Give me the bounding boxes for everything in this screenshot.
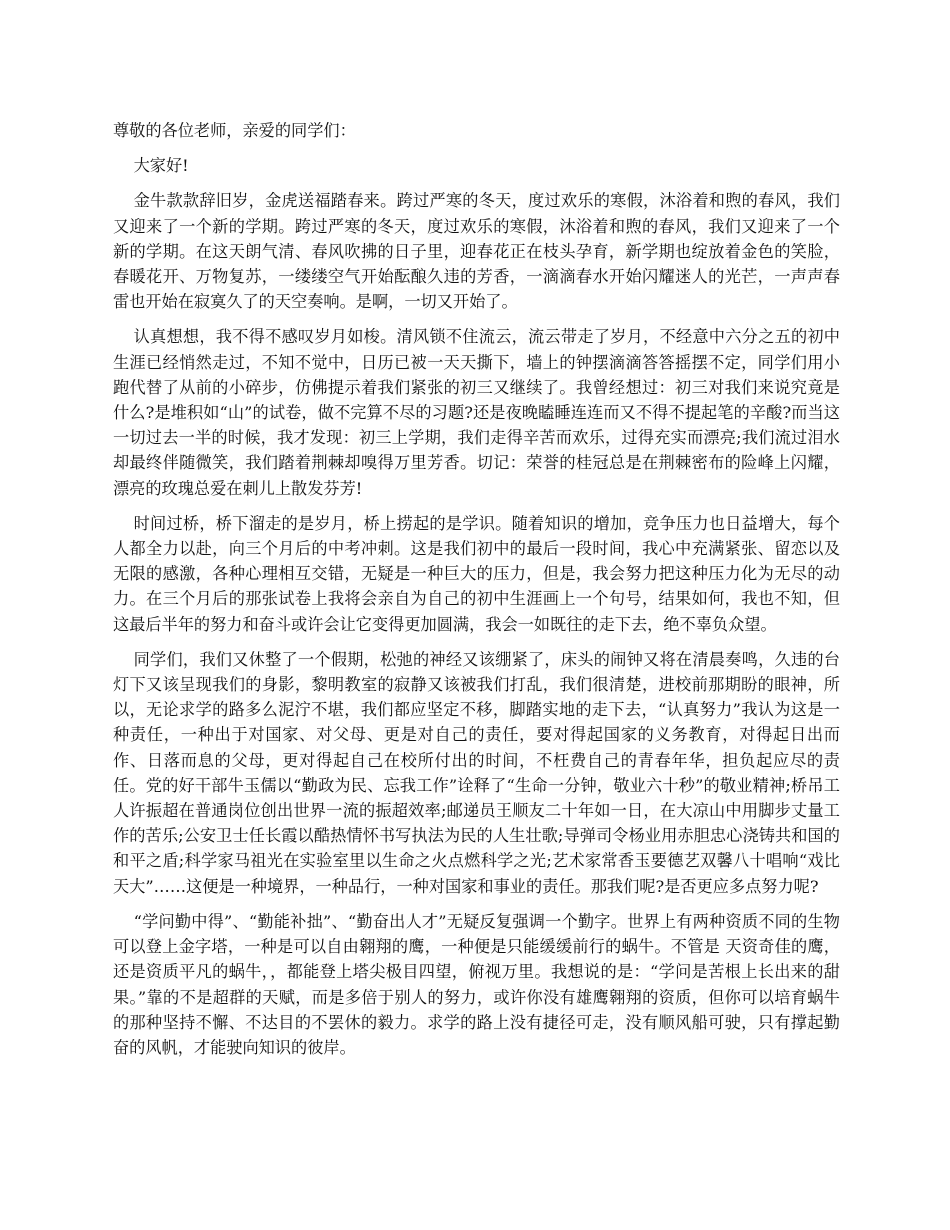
paragraph-1: 金牛款款辞旧岁，金虎送福踏春来。跨过严寒的冬天，度过欢乐的寒假，沐浴着和煦的春风，我们又迎来了一个新的学期。跨过严寒的冬天，度过欢乐的寒假，沐浴着和煦的春风，我们又迎来了一个新的学期。在这天朗气清、春风吹拂的日子里，迎春花正在枝头孕育，新学期也绽放着金色的笑脸，春暖花开、万物复苏，一缕缕空气开始酝酿久违的芳香，一滴滴春水开始闪耀迷人的光芒，一声声春雷也开始在寂寞久了的天空奏响。是啊，一切又开始了。 (113, 191, 840, 312)
paragraph-5: “学问勤中得”、“勤能补拙”、“勤奋出人才”无疑反复强调一个勤字。世界上有两种资质不同的生物可以登上金字塔，一种是可以自由翱翔的鹰，一种便是只能缓缓前行的蜗牛。不管是 天资奇佳的鹰，还是资质平凡的蜗牛，，都能登上塔尖极目四望，俯视万里。我想说的是：“学问是苦根上长出来的甜果。”靠的不是超群的天赋，而是多倍于别人的努力，或许你没有雄鹰翱翔的资质，但你可以培育蜗牛的那种坚持不懈、不达目的不罢休的毅力。求学的路上没有捷径可走，没有顺风船可驶，只有撑起勤奋的风帆，才能驶向知识的彼岸。 (113, 911, 840, 1057)
salutation: 尊敬的各位老师，亲爱的同学们： (113, 121, 356, 140)
hello-line: 大家好! (133, 156, 189, 176)
paragraph-3: 时间过桥，桥下溜走的是岁月，桥上捞起的是学识。随着知识的增加，竞争压力也日益增大，每个人都全力以赴，向三个月后的中考冲刺。这是我们初中的最后一段时间，我心中充满紧张、留恋以及无限的感激，各种心理相互交错，无疑是一种巨大的压力，但是，我会努力把这种压力化为无尽的动力。在三个月后的那张试卷上我将会亲自为自己的初中生涯画上一个句号，结果如何，我也不知，但这最后半年的努力和奋斗或许会让它变得更加圆满，我会一如既往的走下去，绝不辜负众望。 (113, 513, 840, 634)
document-body (113, 118, 840, 1070)
paragraph-4: 同学们，我们又休整了一个假期，松弛的神经又该绷紧了，床头的闹钟又将在清晨奏鸣，久违的台灯下又该呈现我们的身影，黎明教室的寂静又该被我们打乱，我们很清楚，进校前那期盼的眼神，所以，无论求学的路多么泥泞不堪，我们都应坚定不移，脚踏实地的走下去，“认真努力”我认为这是一种责任，一种出于对国家、对父母、更是对自己的责任，要对得起国家的义务教育，对得起日出而作、日落而息的父母，更对得起自己在校所付出的时间，不枉费自己的青春年华，担负起应尽的责任。党的好干部牛玉儒以“勤政为民、忘我工作”诠释了“生命一分钟，敬业六十秒”的敬业精神;桥吊工人许振超在普通岗位创出世界一流的振超效率;邮递员王顺友二十年如一日，在大凉山中用脚步丈量工作的苦乐;公安卫士任长霞以酷热情怀书写执法为民的人生壮歌;导弹司令杨业用赤胆忠心浇铸共和国的和平之盾;科学家马祖光在实验室里以生命之火点燃科学之光;艺术家常香玉要德艺双馨八十唱响“戏比天大”……这便是一种境界，一种品行，一种对国家和事业的责任。那我们呢?是否更应多点努力呢? (113, 649, 840, 896)
paragraph-2: 认真想想，我不得不感叹岁月如梭。清风锁不住流云，流云带走了岁月，不经意中六分之五的初中生涯已经悄然走过，不知不觉中，日历已被一天天撕下，墙上的钟摆滴滴答答摇摆不定，同学们用小跑代替了从前的小碎步，仿佛提示着我们紧张的初三又继续了。我曾经想过：初三对我们来说究竟是什么?是堆积如“山”的试卷，做不完算不尽的习题?还是夜晚瞌睡连连而又不得不提起笔的辛酸?而当这一切过去一半的时候，我才发现：初三上学期，我们走得辛苦而欢乐，过得充实而漂亮;我们流过泪水却最终伴随微笑，我们踏着荆棘却嗅得万里芳香。切记：荣誉的桂冠总是在荆棘密布的险峰上闪耀，漂亮的玫瑰总爱在刺儿上散发芬芳! (113, 327, 840, 498)
